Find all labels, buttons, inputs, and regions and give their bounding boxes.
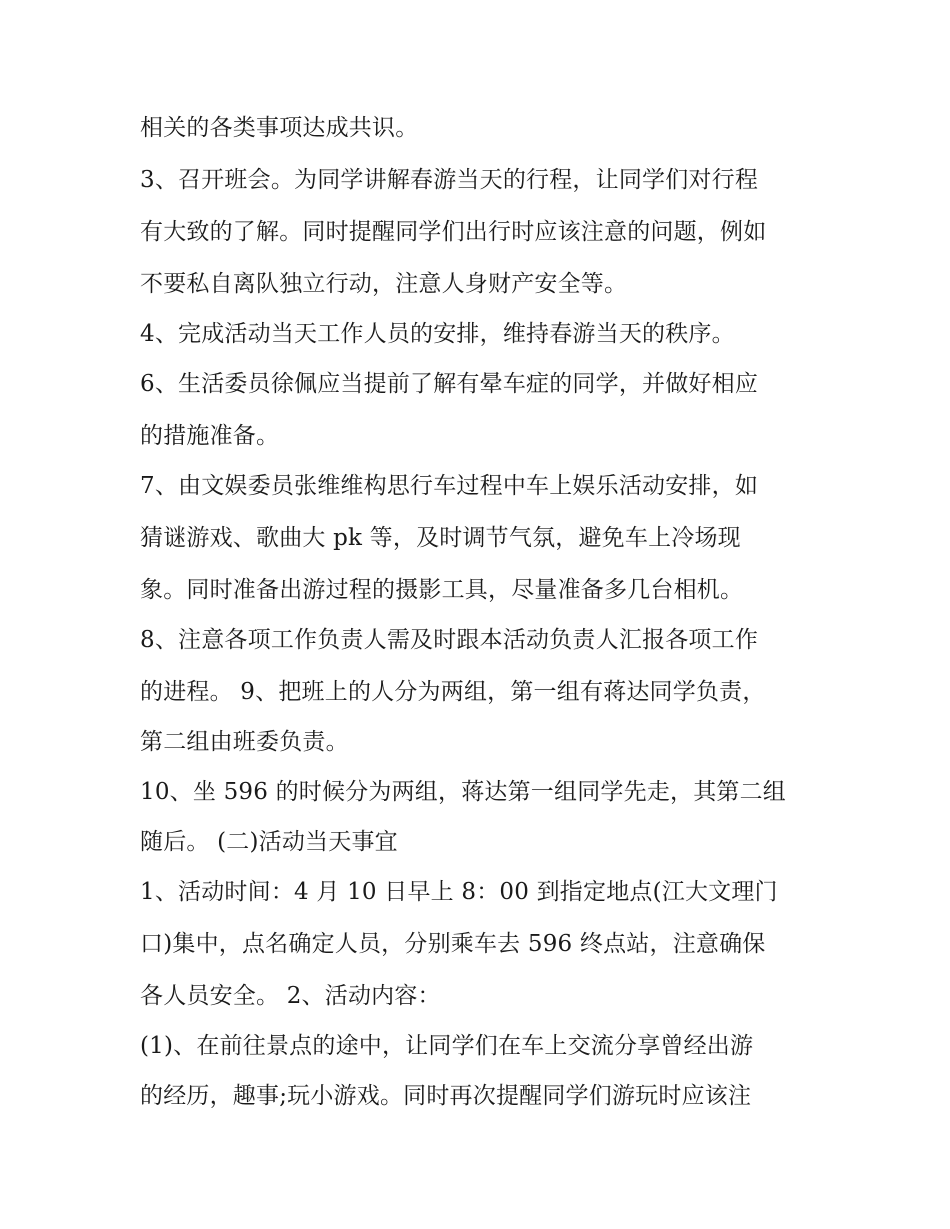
text-line: 6、生活委员徐佩应当提前了解有晕车症的同学，并做好相应 bbox=[140, 371, 759, 397]
text-line: 有大致的了解。同时提醒同学们出行时应该注意的问题，例如 bbox=[140, 219, 767, 245]
text-line: 8、注意各项工作负责人需及时跟本活动负责人汇报各项工作 bbox=[140, 627, 759, 653]
text-line: 猜谜游戏、歌曲大 pk 等，及时调节气氛，避免车上冷场现 bbox=[140, 525, 741, 551]
text-line: 第二组由班委负责。 bbox=[140, 729, 349, 755]
text-line: 的措施准备。 bbox=[140, 423, 280, 449]
text-line: 的进程。 9、把班上的人分为两组，第一组有蒋达同学负责， bbox=[140, 679, 766, 705]
text-line: 不要私自离队独立行动，注意人身财产安全等。 bbox=[140, 271, 628, 297]
text-line: 7、由文娱委员张维维构思行车过程中车上娱乐活动安排，如 bbox=[140, 473, 759, 499]
text-line: 各人员安全。 2、活动内容： bbox=[140, 983, 441, 1009]
text-line: 4、完成活动当天工作人员的安排，维持春游当天的秩序。 bbox=[140, 321, 735, 347]
text-line: 象。同时准备出游过程的摄影工具，尽量准备多几台相机。 bbox=[140, 577, 744, 603]
text-line: 的经历，趣事;玩小游戏。同时再次提醒同学们游玩时应该注 bbox=[140, 1083, 752, 1109]
text-line: 随后。 (二)活动当天事宜 bbox=[140, 829, 398, 855]
text-line: 1、活动时间：4 月 10 日早上 8：00 到指定地点(江大文理门 bbox=[140, 879, 778, 905]
text-line: (1)、在前往景点的途中，让同学们在车上交流分享曾经出游 bbox=[140, 1033, 754, 1059]
text-line: 口)集中，点名确定人员，分别乘车去 596 终点站，注意确保 bbox=[140, 931, 766, 957]
text-line: 相关的各类事项达成共识。 bbox=[140, 115, 419, 141]
text-line: 10、坐 596 的时候分为两组，蒋达第一组同学先走，其第二组 bbox=[140, 779, 786, 805]
text-line: 3、召开班会。为同学讲解春游当天的行程，让同学们对行程 bbox=[140, 167, 759, 193]
